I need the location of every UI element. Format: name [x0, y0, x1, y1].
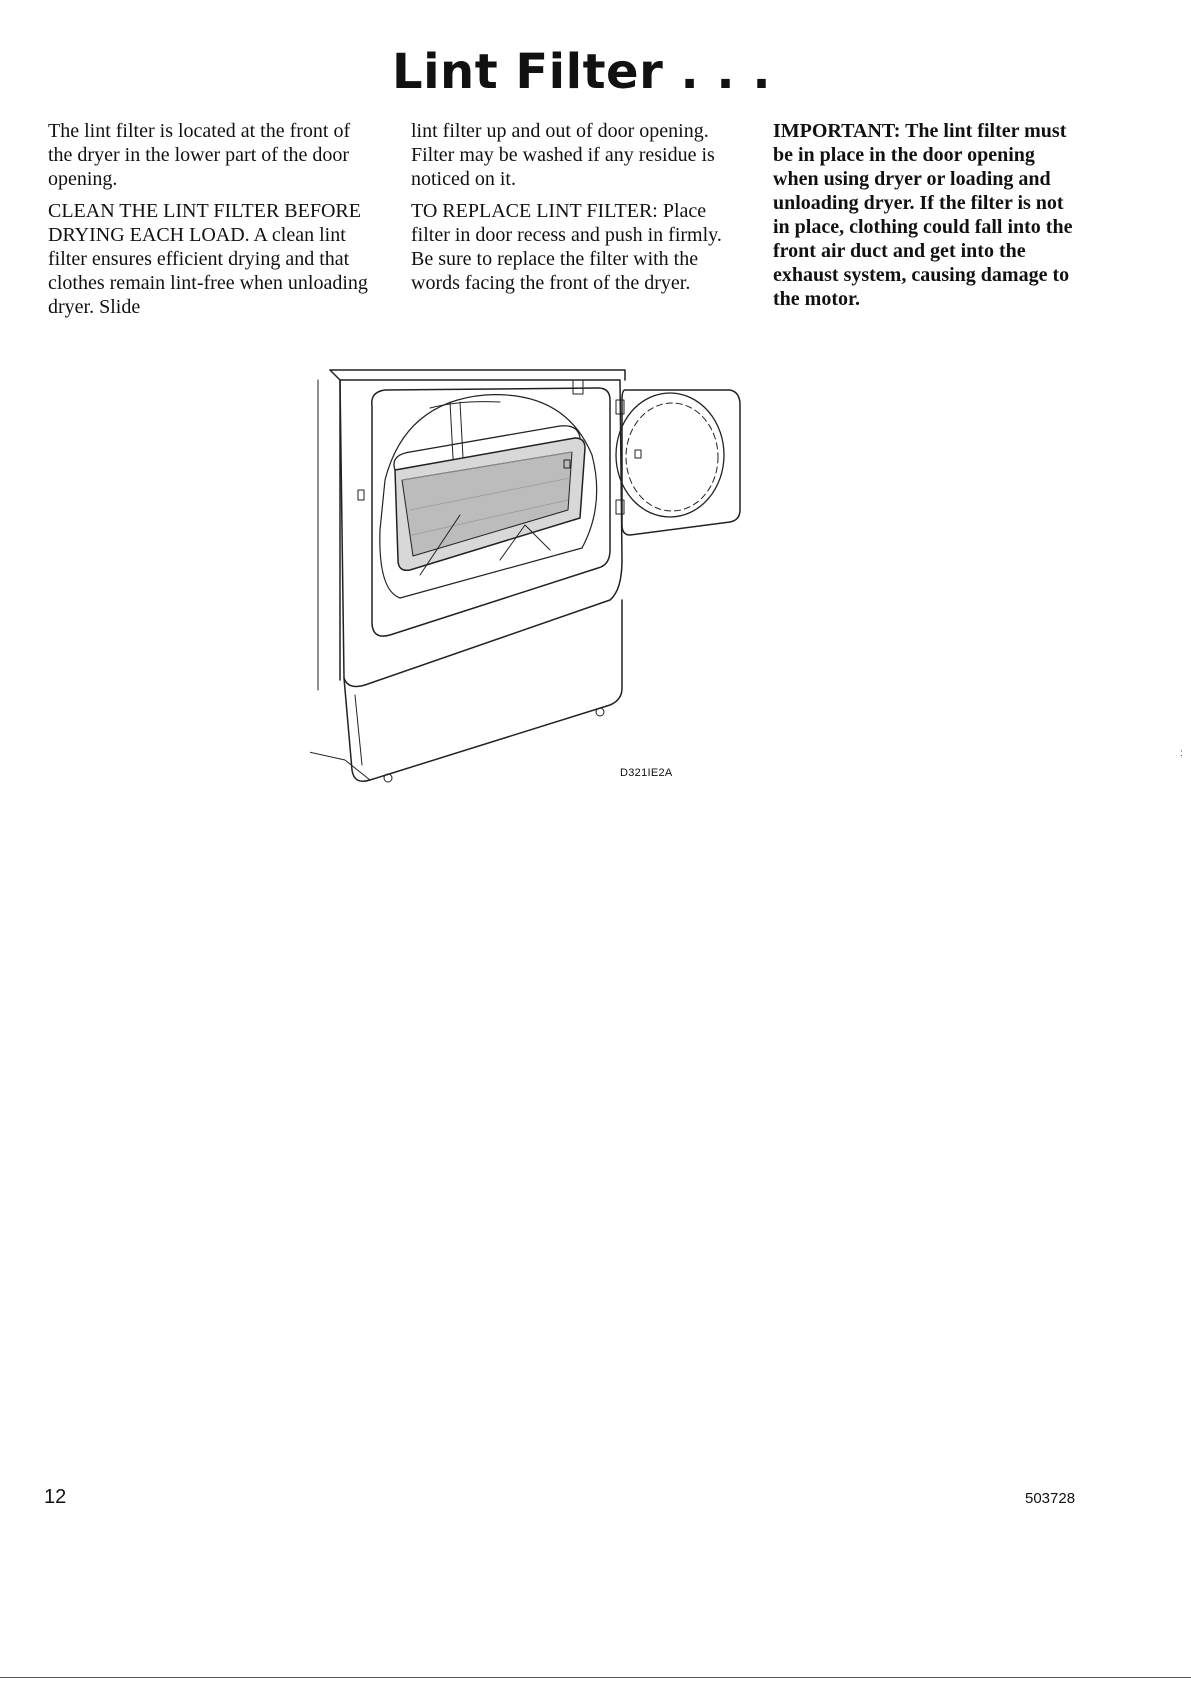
page-title: Lint Filter . . .	[392, 44, 772, 100]
dryer-illustration	[310, 360, 810, 810]
paragraph-replace-filter: TO REPLACE LINT FILTER: Place filter in door recess and push in firmly. Be sure to replace the filter with the words facing the front of the dryer.	[411, 200, 722, 294]
paragraph-clean-filter: CLEAN THE LINT FILTER BEFORE DRYING EACH LOAD. A clean lint filter ensures efficient drying and that clothes remain lint-free when unloading dryer. Slide	[48, 200, 368, 318]
text-column-3	[773, 119, 1083, 319]
text-column-2	[411, 119, 731, 303]
paragraph-filter-location: The lint filter is located at the front of the dryer in the lower part of the door opening.	[48, 120, 351, 190]
bottom-edge-line	[0, 1677, 1191, 1678]
important-warning: IMPORTANT: The lint filter must be in place in the door opening when using dryer or loading and unloading dryer. If the filter is not in place, clothing could fall into the front air duct and get into the exhaust system, causing damage to the motor.	[773, 120, 1073, 310]
document-number: 503728	[1025, 1490, 1076, 1507]
paragraph-remove-filter: lint filter up and out of door opening. Filter may be washed if any residue is noticed on it.	[411, 120, 715, 190]
text-column-1	[48, 119, 368, 327]
toe-kick-panel	[344, 600, 622, 781]
figure-code: D321IE2A	[620, 767, 673, 779]
page-number: 12	[44, 1486, 67, 1508]
scan-speck: :	[1180, 748, 1183, 759]
dryer-door	[622, 390, 740, 535]
